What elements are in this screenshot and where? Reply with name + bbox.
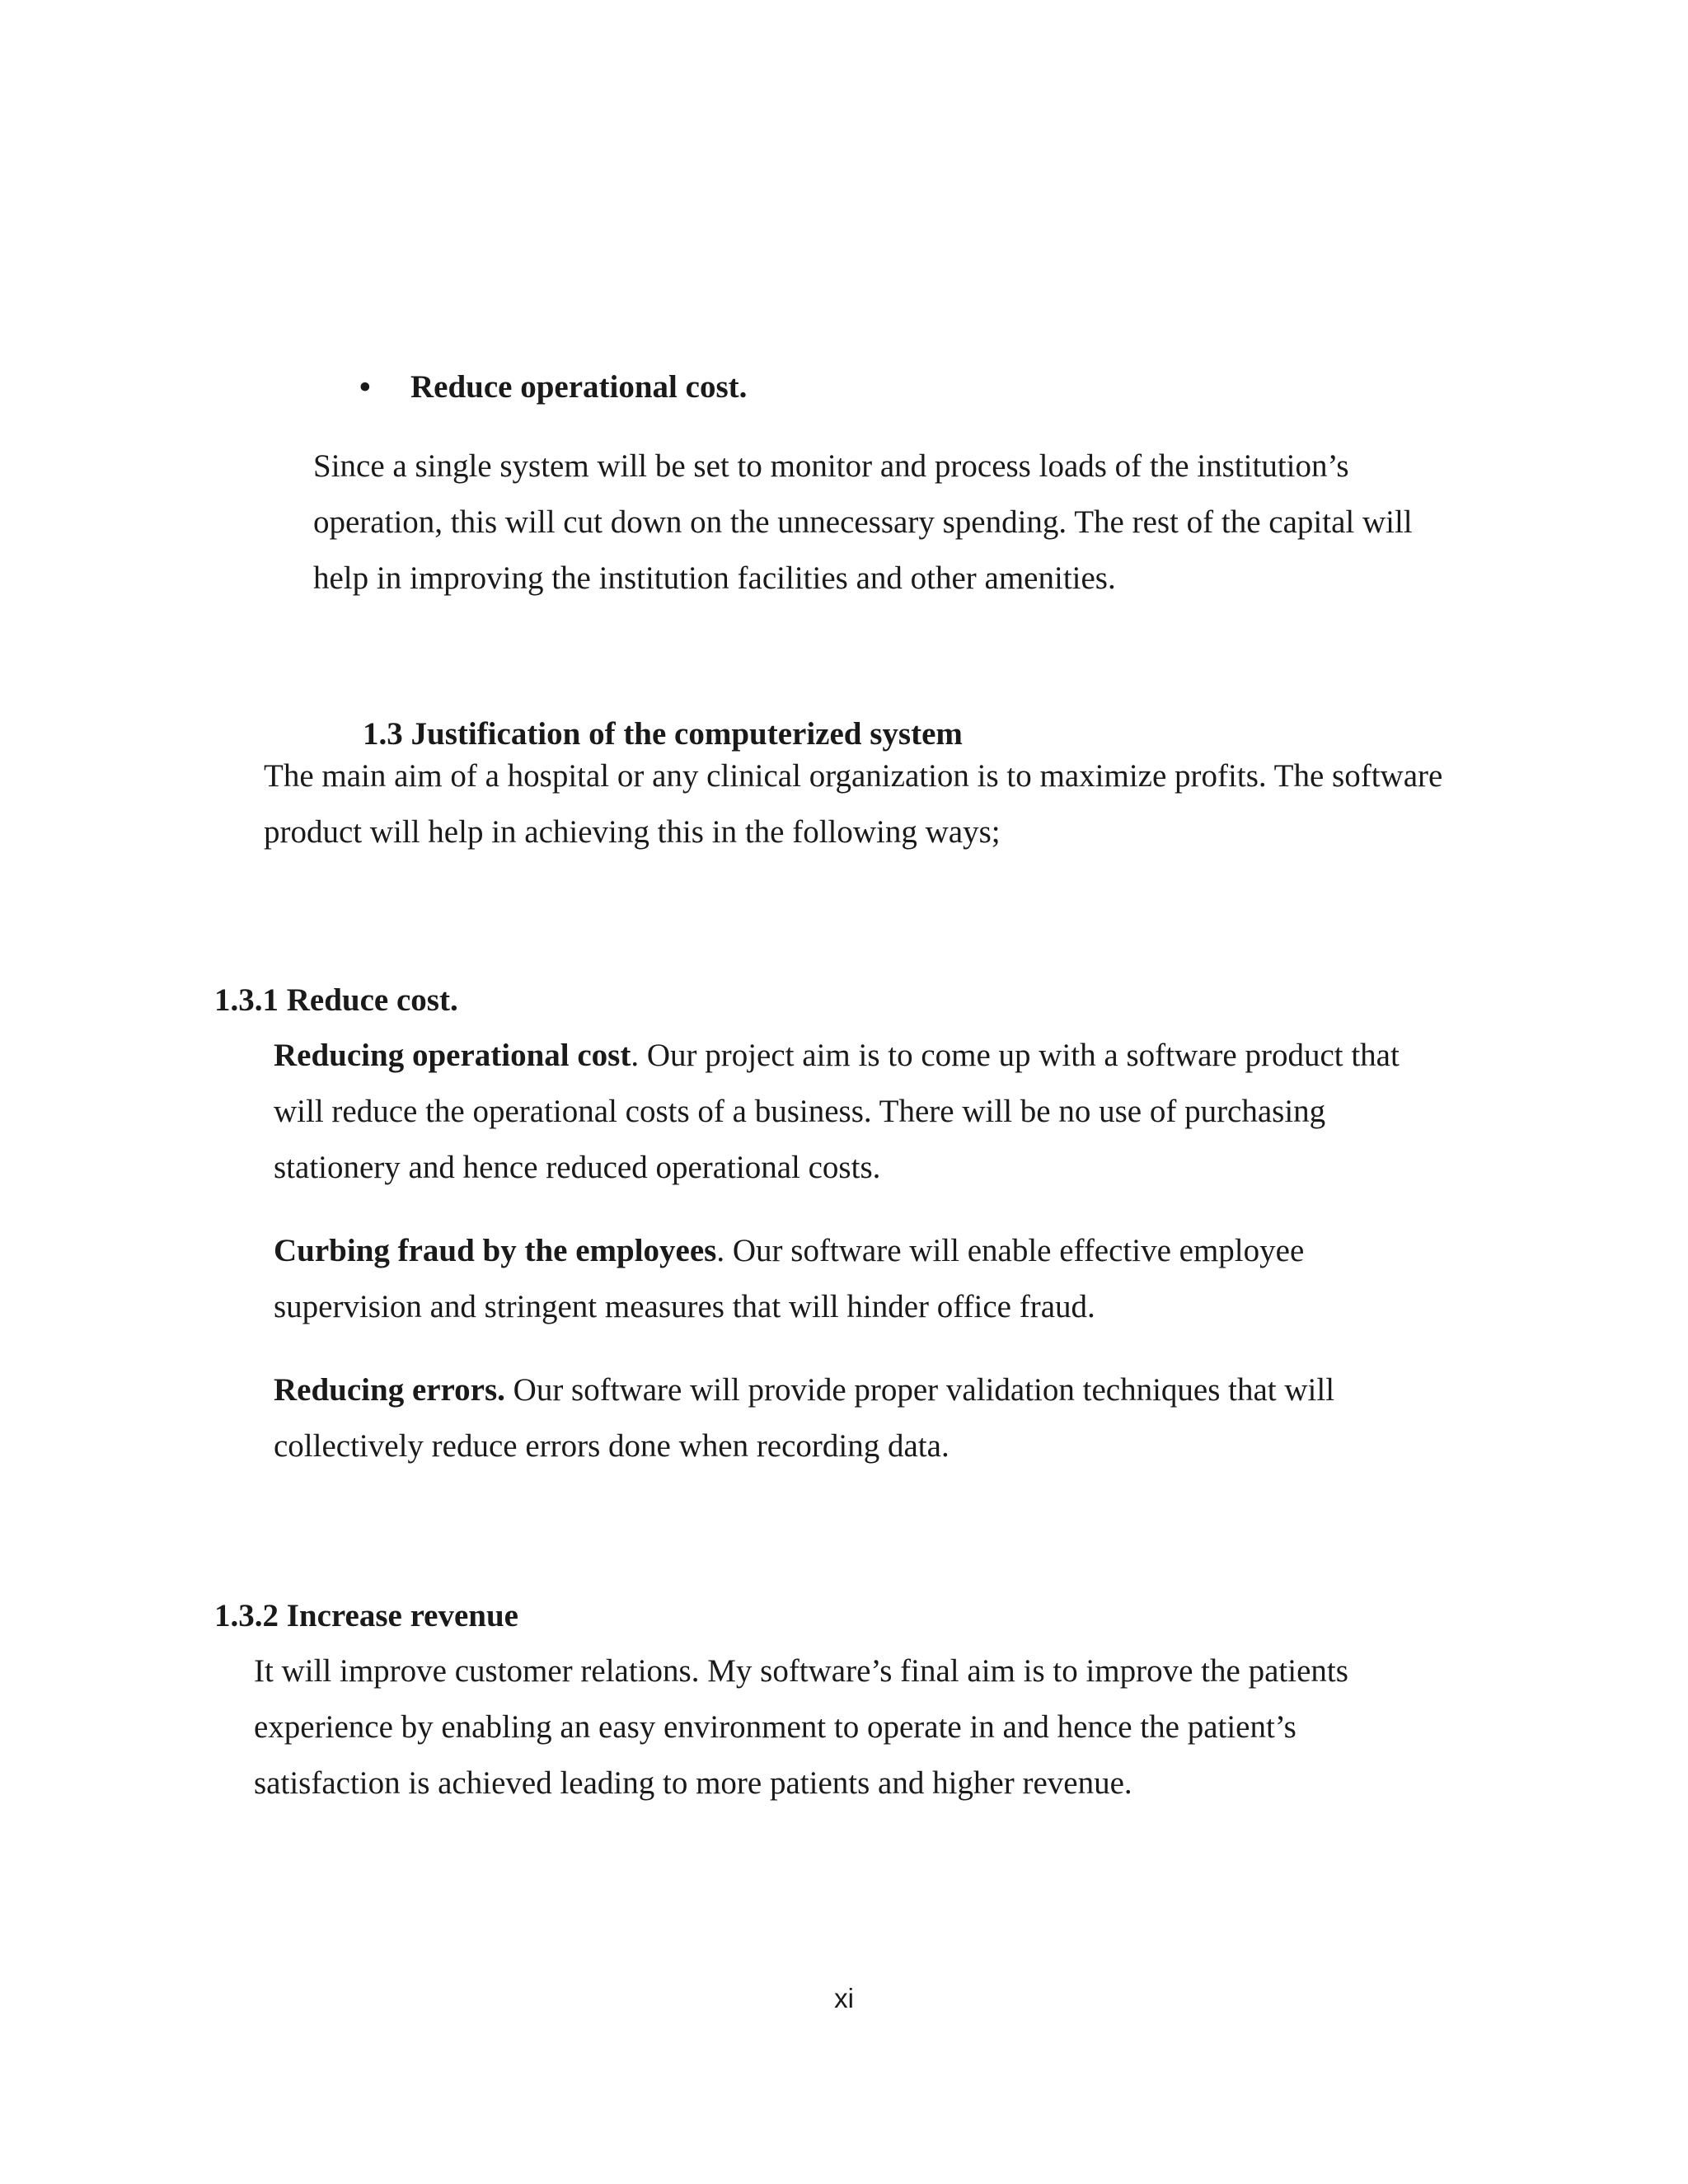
paragraph-line: The main aim of a hospital or any clinical organization is to maximize profits. The software — [264, 758, 1443, 794]
paragraph-line: experience by enabling an easy environment to operate in and hence the patient’s — [254, 1709, 1296, 1745]
paragraph-line — [274, 1371, 1334, 1410]
paragraph-line: collectively reduce errors done when recording data. — [274, 1428, 950, 1464]
item-text: . Our project aim is to come up with a software product that — [631, 1038, 1400, 1073]
paragraph-line: supervision and stringent measures that will hinder office fraud. — [274, 1289, 1095, 1324]
paragraph-line: stationery and hence reduced operational costs. — [274, 1150, 881, 1185]
paragraph-line: help in improving the institution facilities and other amenities. — [313, 560, 1116, 596]
paragraph-line: operation, this will cut down on the unnecessary spending. The rest of the capital will — [313, 504, 1413, 540]
subsection-heading: 1.3.1 Reduce cost. — [214, 982, 458, 1018]
section-heading: 1.3 Justification of the computerized system — [363, 716, 963, 752]
page-number: xi — [834, 1983, 854, 2013]
subsection-heading: 1.3.2 Increase revenue — [214, 1598, 518, 1633]
bullet-title: Reduce operational cost. — [410, 369, 748, 405]
item-text: Our software will provide proper validation techniques that will — [504, 1372, 1335, 1408]
paragraph-line: satisfaction is achieved leading to more patients and higher revenue. — [254, 1765, 1132, 1801]
bullet-icon: • — [359, 369, 371, 405]
item-bold-lead: Reducing operational cost — [274, 1038, 631, 1073]
paragraph-line — [274, 1231, 1304, 1271]
item-bold-lead: Reducing errors. — [274, 1372, 505, 1408]
item-text: . Our software will enable effective employee — [716, 1233, 1305, 1268]
paragraph-line — [274, 1036, 1400, 1076]
paragraph-line: It will improve customer relations. My software’s final aim is to improve the patients — [254, 1653, 1348, 1689]
paragraph-line: Since a single system will be set to monitor and process loads of the institution’s — [313, 448, 1349, 484]
paragraph-line: product will help in achieving this in the following ways; — [264, 814, 1001, 850]
item-bold-lead: Curbing fraud by the employees — [274, 1233, 717, 1268]
paragraph-line: will reduce the operational costs of a business. There will be no use of purchasing — [274, 1094, 1326, 1129]
